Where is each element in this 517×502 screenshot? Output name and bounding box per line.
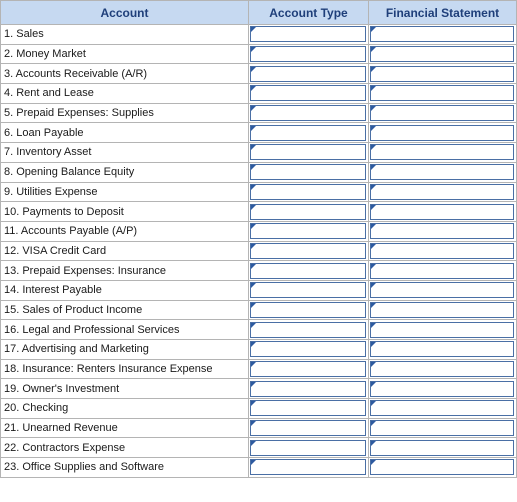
account-type-dropdown[interactable] — [250, 400, 366, 416]
account-type-dropdown[interactable] — [250, 223, 366, 239]
financial-statement-cell — [369, 458, 517, 478]
dropdown-corner-icon — [251, 401, 256, 406]
financial-statement-cell — [369, 320, 517, 340]
financial-statement-cell — [369, 44, 517, 64]
account-name-cell: 23. Office Supplies and Software — [1, 458, 249, 478]
dropdown-corner-icon — [371, 244, 376, 249]
table-row — [1, 182, 517, 202]
account-type-dropdown[interactable] — [250, 105, 366, 121]
financial-statement-dropdown[interactable] — [370, 263, 514, 279]
dropdown-corner-icon — [251, 47, 256, 52]
dropdown-corner-icon — [371, 205, 376, 210]
account-type-dropdown[interactable] — [250, 46, 366, 62]
table-row — [1, 438, 517, 458]
dropdown-corner-icon — [371, 47, 376, 52]
dropdown-corner-icon — [371, 342, 376, 347]
dropdown-corner-icon — [371, 323, 376, 328]
account-type-dropdown[interactable] — [250, 26, 366, 42]
account-name-cell: 12. VISA Credit Card — [1, 241, 249, 261]
dropdown-corner-icon — [251, 283, 256, 288]
financial-statement-dropdown[interactable] — [370, 26, 514, 42]
account-type-cell — [249, 84, 369, 104]
account-type-dropdown[interactable] — [250, 361, 366, 377]
account-type-dropdown[interactable] — [250, 243, 366, 259]
dropdown-corner-icon — [251, 185, 256, 190]
financial-statement-cell — [369, 280, 517, 300]
financial-statement-cell — [369, 221, 517, 241]
header-account-type: Account Type — [249, 1, 369, 25]
account-type-cell — [249, 103, 369, 123]
financial-statement-dropdown[interactable] — [370, 381, 514, 397]
dropdown-corner-icon — [251, 205, 256, 210]
account-name-cell: 7. Inventory Asset — [1, 143, 249, 163]
table-row — [1, 221, 517, 241]
account-type-cell — [249, 359, 369, 379]
account-type-dropdown[interactable] — [250, 164, 366, 180]
table-row — [1, 25, 517, 45]
table-row — [1, 241, 517, 261]
table-row — [1, 64, 517, 84]
financial-statement-dropdown[interactable] — [370, 243, 514, 259]
account-type-cell — [249, 399, 369, 419]
table-body — [1, 25, 517, 478]
account-name-cell: 3. Accounts Receivable (A/R) — [1, 64, 249, 84]
header-row — [1, 1, 517, 25]
account-type-cell — [249, 418, 369, 438]
account-name-cell: 19. Owner's Investment — [1, 379, 249, 399]
dropdown-corner-icon — [251, 244, 256, 249]
table-row — [1, 162, 517, 182]
dropdown-corner-icon — [371, 362, 376, 367]
dropdown-corner-icon — [251, 303, 256, 308]
account-type-cell — [249, 182, 369, 202]
dropdown-corner-icon — [251, 106, 256, 111]
account-name-cell: 15. Sales of Product Income — [1, 300, 249, 320]
dropdown-corner-icon — [251, 224, 256, 229]
financial-statement-dropdown[interactable] — [370, 105, 514, 121]
account-name-cell: 10. Payments to Deposit — [1, 202, 249, 222]
dropdown-corner-icon — [251, 342, 256, 347]
account-name-cell: 20. Checking — [1, 399, 249, 419]
account-type-dropdown[interactable] — [250, 282, 366, 298]
account-type-dropdown[interactable] — [250, 341, 366, 357]
account-type-dropdown[interactable] — [250, 302, 366, 318]
account-type-dropdown[interactable] — [250, 184, 366, 200]
financial-statement-dropdown[interactable] — [370, 223, 514, 239]
financial-statement-dropdown[interactable] — [370, 400, 514, 416]
dropdown-corner-icon — [371, 185, 376, 190]
financial-statement-cell — [369, 340, 517, 360]
financial-statement-cell — [369, 379, 517, 399]
financial-statement-dropdown[interactable] — [370, 459, 514, 475]
table-row — [1, 202, 517, 222]
table-row — [1, 280, 517, 300]
dropdown-corner-icon — [251, 27, 256, 32]
financial-statement-cell — [369, 103, 517, 123]
account-type-cell — [249, 280, 369, 300]
dropdown-corner-icon — [251, 323, 256, 328]
account-name-cell: 11. Accounts Payable (A/P) — [1, 221, 249, 241]
account-type-cell — [249, 438, 369, 458]
account-name-cell: 13. Prepaid Expenses: Insurance — [1, 261, 249, 281]
account-type-cell — [249, 340, 369, 360]
dropdown-corner-icon — [251, 382, 256, 387]
dropdown-corner-icon — [371, 421, 376, 426]
table-row — [1, 340, 517, 360]
dropdown-corner-icon — [371, 441, 376, 446]
financial-statement-dropdown[interactable] — [370, 322, 514, 338]
financial-statement-cell — [369, 202, 517, 222]
account-type-cell — [249, 221, 369, 241]
account-type-cell — [249, 64, 369, 84]
table-row — [1, 359, 517, 379]
account-type-dropdown[interactable] — [250, 322, 366, 338]
account-name-cell: 16. Legal and Professional Services — [1, 320, 249, 340]
account-type-cell — [249, 320, 369, 340]
account-type-cell — [249, 25, 369, 45]
financial-statement-cell — [369, 359, 517, 379]
financial-statement-cell — [369, 438, 517, 458]
financial-statement-cell — [369, 143, 517, 163]
financial-statement-cell — [369, 162, 517, 182]
financial-statement-dropdown[interactable] — [370, 184, 514, 200]
account-type-dropdown[interactable] — [250, 263, 366, 279]
financial-statement-dropdown[interactable] — [370, 302, 514, 318]
financial-statement-dropdown[interactable] — [370, 361, 514, 377]
account-name-cell: 5. Prepaid Expenses: Supplies — [1, 103, 249, 123]
account-type-cell — [249, 241, 369, 261]
account-name-cell: 4. Rent and Lease — [1, 84, 249, 104]
table-row — [1, 44, 517, 64]
dropdown-corner-icon — [251, 145, 256, 150]
table-row — [1, 320, 517, 340]
dropdown-corner-icon — [371, 460, 376, 465]
dropdown-corner-icon — [251, 460, 256, 465]
financial-statement-cell — [369, 84, 517, 104]
account-type-cell — [249, 261, 369, 281]
account-name-cell: 2. Money Market — [1, 44, 249, 64]
table-row — [1, 379, 517, 399]
financial-statement-dropdown[interactable] — [370, 144, 514, 160]
financial-statement-cell — [369, 25, 517, 45]
header-financial-statement: Financial Statement — [369, 1, 517, 25]
account-name-cell: 14. Interest Payable — [1, 280, 249, 300]
financial-statement-cell — [369, 399, 517, 419]
dropdown-corner-icon — [371, 283, 376, 288]
dropdown-corner-icon — [251, 86, 256, 91]
financial-statement-cell — [369, 123, 517, 143]
table-row — [1, 261, 517, 281]
financial-statement-dropdown[interactable] — [370, 66, 514, 82]
financial-statement-cell — [369, 241, 517, 261]
financial-statement-cell — [369, 261, 517, 281]
account-type-dropdown[interactable] — [250, 204, 366, 220]
financial-statement-cell — [369, 300, 517, 320]
account-type-cell — [249, 143, 369, 163]
account-type-cell — [249, 123, 369, 143]
account-type-cell — [249, 202, 369, 222]
table-row — [1, 458, 517, 478]
dropdown-corner-icon — [251, 421, 256, 426]
account-name-cell: 6. Loan Payable — [1, 123, 249, 143]
dropdown-corner-icon — [251, 264, 256, 269]
header-account: Account — [1, 1, 249, 25]
financial-statement-dropdown[interactable] — [370, 420, 514, 436]
table-row — [1, 300, 517, 320]
table-row — [1, 399, 517, 419]
financial-statement-cell — [369, 418, 517, 438]
dropdown-corner-icon — [371, 106, 376, 111]
dropdown-corner-icon — [251, 441, 256, 446]
financial-statement-dropdown[interactable] — [370, 204, 514, 220]
table-row — [1, 103, 517, 123]
account-name-cell: 8. Opening Balance Equity — [1, 162, 249, 182]
table-row — [1, 84, 517, 104]
account-type-cell — [249, 379, 369, 399]
account-name-cell: 21. Unearned Revenue — [1, 418, 249, 438]
financial-statement-dropdown[interactable] — [370, 341, 514, 357]
financial-statement-dropdown[interactable] — [370, 440, 514, 456]
table-row — [1, 123, 517, 143]
dropdown-corner-icon — [371, 303, 376, 308]
dropdown-corner-icon — [251, 165, 256, 170]
table-row — [1, 143, 517, 163]
dropdown-corner-icon — [371, 27, 376, 32]
account-type-dropdown[interactable] — [250, 66, 366, 82]
account-type-dropdown[interactable] — [250, 420, 366, 436]
financial-statement-cell — [369, 182, 517, 202]
account-type-dropdown[interactable] — [250, 381, 366, 397]
dropdown-corner-icon — [371, 401, 376, 406]
dropdown-corner-icon — [371, 224, 376, 229]
dropdown-corner-icon — [251, 67, 256, 72]
account-type-dropdown[interactable] — [250, 125, 366, 141]
dropdown-corner-icon — [371, 264, 376, 269]
financial-statement-dropdown[interactable] — [370, 164, 514, 180]
dropdown-corner-icon — [251, 126, 256, 131]
dropdown-corner-icon — [371, 67, 376, 72]
dropdown-corner-icon — [371, 382, 376, 387]
financial-statement-cell — [369, 64, 517, 84]
account-type-dropdown[interactable] — [250, 144, 366, 160]
account-type-dropdown[interactable] — [250, 440, 366, 456]
account-type-cell — [249, 458, 369, 478]
account-type-dropdown[interactable] — [250, 459, 366, 475]
account-name-cell: 1. Sales — [1, 25, 249, 45]
dropdown-corner-icon — [371, 126, 376, 131]
account-name-cell: 22. Contractors Expense — [1, 438, 249, 458]
financial-statement-dropdown[interactable] — [370, 282, 514, 298]
account-name-cell: 18. Insurance: Renters Insurance Expense — [1, 359, 249, 379]
financial-statement-dropdown[interactable] — [370, 85, 514, 101]
table-row — [1, 418, 517, 438]
account-name-cell: 9. Utilities Expense — [1, 182, 249, 202]
dropdown-corner-icon — [371, 165, 376, 170]
account-type-cell — [249, 300, 369, 320]
account-type-cell — [249, 44, 369, 64]
account-type-cell — [249, 162, 369, 182]
financial-statement-dropdown[interactable] — [370, 125, 514, 141]
dropdown-corner-icon — [251, 362, 256, 367]
financial-statement-dropdown[interactable] — [370, 46, 514, 62]
dropdown-corner-icon — [371, 145, 376, 150]
account-name-cell: 17. Advertising and Marketing — [1, 340, 249, 360]
account-type-dropdown[interactable] — [250, 85, 366, 101]
dropdown-corner-icon — [371, 86, 376, 91]
